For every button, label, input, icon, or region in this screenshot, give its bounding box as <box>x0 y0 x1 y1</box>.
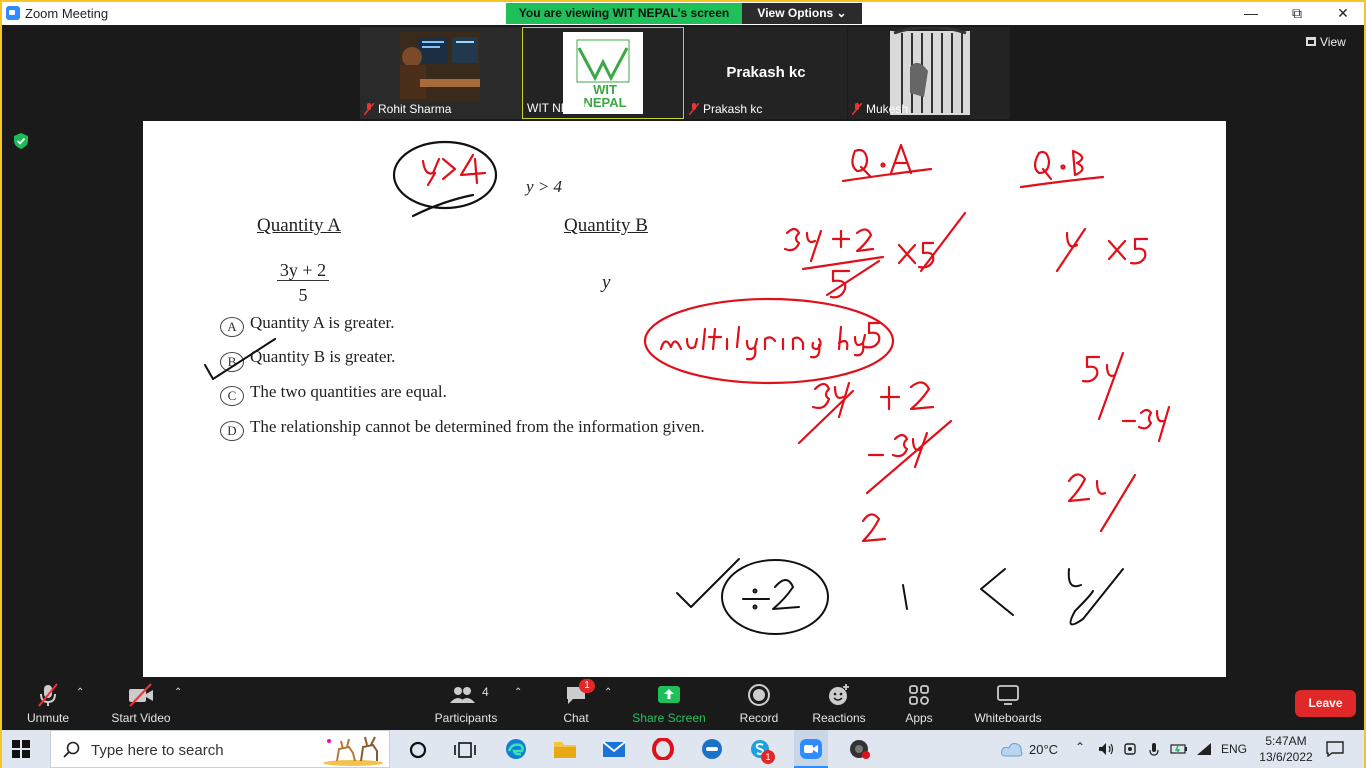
wifi-icon[interactable] <box>1196 742 1212 756</box>
opera-browser-icon[interactable] <box>651 738 675 760</box>
tray-overflow-chevron-icon[interactable]: ⌃ <box>1075 740 1086 754</box>
windows-taskbar <box>2 730 1364 768</box>
record-icon <box>747 683 771 707</box>
cortana-icon[interactable] <box>408 740 428 760</box>
file-explorer-icon[interactable] <box>553 738 577 760</box>
wit-nepal-logo-text: WIT NEPAL <box>583 82 627 110</box>
view-options-button[interactable]: View Options ⌄ <box>742 3 862 24</box>
speaker-icon[interactable] <box>1098 742 1114 756</box>
question-condition: y > 4 <box>526 177 563 196</box>
view-label: View <box>1320 35 1346 49</box>
close-button[interactable]: ✕ <box>1337 5 1349 21</box>
zoom-app-icon <box>799 738 823 760</box>
microphone-icon[interactable] <box>1148 742 1160 758</box>
maximize-button[interactable]: ⧉ <box>1292 5 1302 21</box>
muted-mic-icon <box>364 103 374 115</box>
option-d-text[interactable]: The relationship cannot be determined from the information given. <box>250 417 705 436</box>
quantity-b-value: y <box>602 272 611 293</box>
option-b-text[interactable]: Quantity B is greater. <box>250 347 396 366</box>
search-icon <box>63 741 81 759</box>
meeting-toolbar <box>2 677 1364 730</box>
window-title: Zoom Meeting <box>25 6 109 21</box>
option-b-radio[interactable]: B <box>220 352 244 372</box>
taskbar-search-box[interactable] <box>50 730 390 768</box>
share-screen-icon <box>657 683 681 707</box>
record-button[interactable]: Record <box>738 683 780 725</box>
reactions-icon <box>827 683 851 707</box>
option-c-text[interactable]: The two quantities are equal. <box>250 382 447 401</box>
system-clock[interactable] <box>1258 733 1314 765</box>
imo-messenger-icon[interactable] <box>700 738 724 760</box>
whiteboard-icon <box>996 683 1020 707</box>
share-screen-button[interactable]: Share Screen <box>632 683 706 725</box>
participants-count: 4 <box>482 685 489 699</box>
weather-temperature: 20°C <box>1029 742 1059 757</box>
input-language[interactable]: ENG <box>1221 742 1248 756</box>
start-video-button[interactable]: Start Video <box>108 683 174 725</box>
reactions-button[interactable]: Reactions <box>810 683 868 725</box>
video-off-icon <box>127 683 155 707</box>
participant-name: Mukesh <box>866 102 909 116</box>
minimize-button[interactable]: — <box>1244 5 1258 21</box>
windows-start-icon[interactable] <box>12 740 30 758</box>
option-a-text[interactable]: Quantity A is greater. <box>250 313 395 332</box>
unmute-button[interactable]: Unmute <box>24 683 72 725</box>
mail-icon[interactable] <box>602 738 626 760</box>
participants-options-caret[interactable]: ⌃ <box>514 687 523 698</box>
view-layout-button[interactable] <box>1306 35 1346 49</box>
participants-icon <box>446 683 486 707</box>
option-c-radio[interactable]: C <box>220 386 244 406</box>
encryption-shield-icon[interactable] <box>14 133 28 149</box>
participant-name: Rohit Sharma <box>378 102 452 116</box>
search-placeholder: Type here to search <box>91 742 224 759</box>
participant-display-name: Prakash kc <box>726 64 806 81</box>
apps-button[interactable]: Apps <box>902 683 936 725</box>
chat-options-caret[interactable]: ⌃ <box>604 687 613 698</box>
quantity-a-heading: Quantity A <box>257 215 341 236</box>
muted-mic-icon <box>36 683 60 707</box>
quantity-a-denominator: 5 <box>298 285 308 305</box>
meet-now-icon[interactable] <box>1123 742 1137 756</box>
zoom-app-icon <box>6 6 20 20</box>
zoom-taskbar-button[interactable] <box>794 730 828 768</box>
chat-button[interactable]: Chat <box>558 683 594 725</box>
chat-unread-badge: 1 <box>579 679 595 693</box>
video-tile-wit-nepal[interactable] <box>522 27 684 119</box>
leave-button[interactable]: Leave <box>1295 690 1356 717</box>
task-view-icon[interactable] <box>454 740 476 760</box>
video-tile-prakash[interactable] <box>685 27 847 119</box>
muted-mic-icon <box>852 103 862 115</box>
video-tile-rohit[interactable] <box>360 27 522 119</box>
video-options-caret[interactable]: ⌃ <box>174 687 183 698</box>
weather-cloud-icon[interactable] <box>1000 740 1024 758</box>
audio-options-caret[interactable]: ⌃ <box>76 687 85 698</box>
clock-time: 5:47AM <box>1265 734 1307 748</box>
edge-browser-icon[interactable] <box>504 738 528 760</box>
notification-center-icon[interactable] <box>1326 741 1344 757</box>
annotation-ink-layer <box>143 121 1226 677</box>
title-bar <box>2 2 1364 25</box>
clock-date: 13/6/2022 <box>1259 750 1313 764</box>
screen-recorder-icon[interactable] <box>848 738 872 760</box>
quantity-a-numerator: 3y + 2 <box>277 260 329 281</box>
participants-button[interactable]: Participants <box>432 683 500 725</box>
muted-mic-icon <box>689 103 699 115</box>
whiteboards-button[interactable]: Whiteboards <box>970 683 1046 725</box>
apps-icon <box>907 683 931 707</box>
search-highlight-deer-icon <box>319 733 385 767</box>
battery-charging-icon[interactable] <box>1170 742 1188 756</box>
option-a-radio[interactable]: A <box>220 317 244 337</box>
participant-name: WIT NEPAL <box>527 101 591 115</box>
participant-name: Prakash kc <box>703 102 763 116</box>
viewing-banner: You are viewing WIT NEPAL's screen <box>506 3 742 24</box>
skype-notification-badge: 1 <box>761 750 775 764</box>
quantity-b-heading: Quantity B <box>564 215 648 236</box>
video-tile-mukesh[interactable] <box>848 27 1010 119</box>
option-d-radio[interactable]: D <box>220 421 244 441</box>
shared-screen <box>143 121 1226 677</box>
grid-icon <box>1306 37 1316 46</box>
